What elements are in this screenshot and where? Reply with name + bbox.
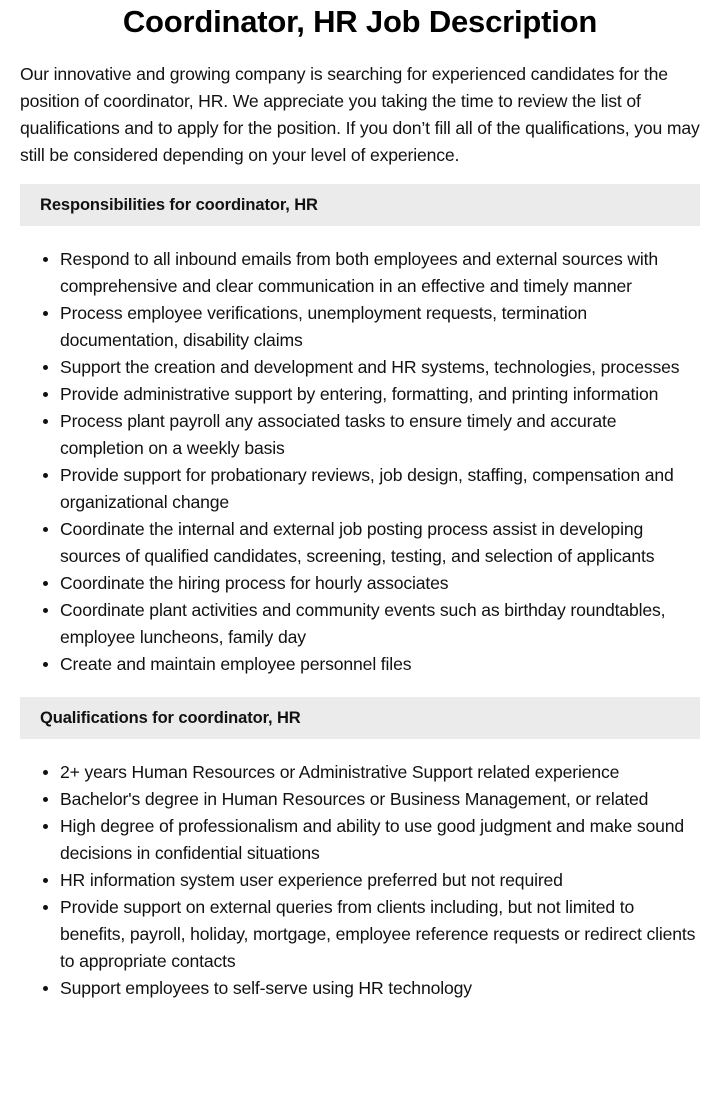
list-item: Process employee verifications, unemployment requests, termination documentation, disability claims xyxy=(60,300,700,354)
bullet-icon xyxy=(43,473,48,478)
list-item: Provide support on external queries from clients including, but not limited to benefits, payroll, holiday, mortgage, employee reference requests or redirect clients to appropriate contacts xyxy=(60,894,700,975)
list-item: Bachelor's degree in Human Resources or Business Management, or related xyxy=(60,786,700,813)
bullet-icon xyxy=(43,527,48,532)
list-item: Coordinate plant activities and community events such as birthday roundtables, employee luncheons, family day xyxy=(60,597,700,651)
bullet-icon xyxy=(43,365,48,370)
bullet-icon xyxy=(43,770,48,775)
qualifications-list xyxy=(20,759,700,1002)
bullet-icon xyxy=(43,824,48,829)
list-item: Support employees to self-serve using HR technology xyxy=(60,975,700,1002)
list-item: Provide administrative support by entering, formatting, and printing information xyxy=(60,381,700,408)
intro-paragraph: Our innovative and growing company is searching for experienced candidates for the position of coordinator, HR. We appreciate you taking the time to review the list of qualifications and to apply for the position. If you don’t fill all of the qualifications, you may still be considered depending on your level of experience. xyxy=(20,64,700,165)
bullet-icon xyxy=(43,662,48,667)
list-item: Support the creation and development and HR systems, technologies, processes xyxy=(60,354,700,381)
qualifications-heading: Qualifications for coordinator, HR xyxy=(20,697,700,739)
list-item: HR information system user experience preferred but not required xyxy=(60,867,700,894)
list-item: Provide support for probationary reviews, job design, staffing, compensation and organizational change xyxy=(60,462,700,516)
list-item: Create and maintain employee personnel files xyxy=(60,651,700,678)
bullet-icon xyxy=(43,581,48,586)
bullet-icon xyxy=(43,257,48,262)
list-item: High degree of professionalism and ability to use good judgment and make sound decisions in confidential situations xyxy=(60,813,700,867)
bullet-icon xyxy=(43,608,48,613)
list-item: 2+ years Human Resources or Administrative Support related experience xyxy=(60,759,700,786)
bullet-icon xyxy=(43,797,48,802)
responsibilities-list xyxy=(20,246,700,678)
bullet-icon xyxy=(43,311,48,316)
list-item: Coordinate the internal and external job posting process assist in developing sources of qualified candidates, screening, testing, and selection of applicants xyxy=(60,516,700,570)
bullet-icon xyxy=(43,419,48,424)
list-item: Coordinate the hiring process for hourly associates xyxy=(60,570,700,597)
bullet-icon xyxy=(43,905,48,910)
page-title: Coordinator, HR Job Description xyxy=(122,4,598,39)
responsibilities-heading: Responsibilities for coordinator, HR xyxy=(20,184,700,226)
bullet-icon xyxy=(43,986,48,991)
bullet-icon xyxy=(43,878,48,883)
bullet-icon xyxy=(43,392,48,397)
list-item: Process plant payroll any associated tasks to ensure timely and accurate completion on a weekly basis xyxy=(60,408,700,462)
list-item: Respond to all inbound emails from both employees and external sources with comprehensive and clear communication in an effective and timely manner xyxy=(60,246,700,300)
